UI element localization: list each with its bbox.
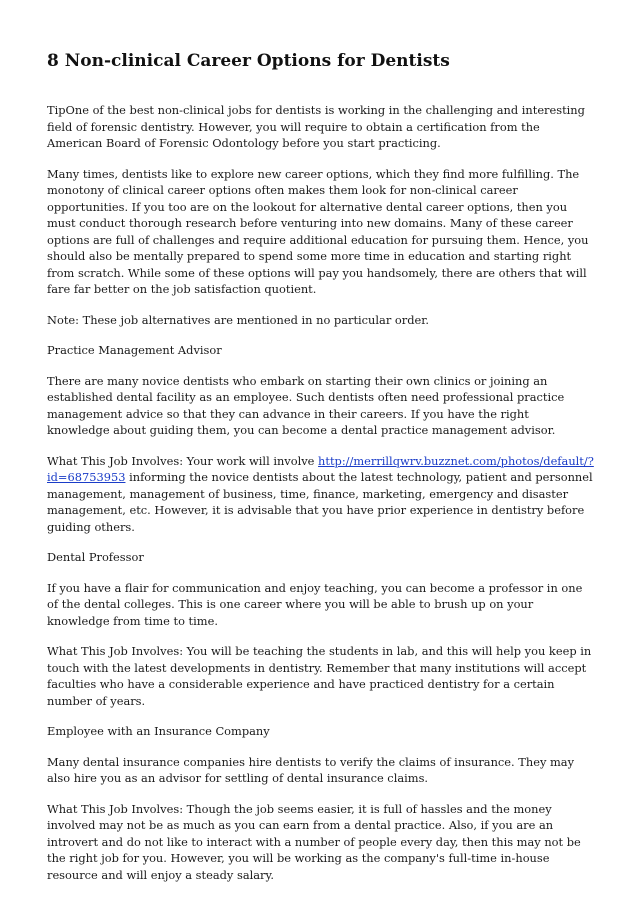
dental-professor-involves-paragraph: What This Job Involves: You will be teaching the students in lab, and this will help you keep in touch with the latest developments in dentistry. Remember that many institutions will accept faculties who have a considerable experience and have practiced dentistry for a certain number of years.: [47, 644, 592, 708]
practice-management-involves-paragraph: [47, 453, 594, 536]
document-title: 8 Non-clinical Career Options for Dentists: [47, 51, 450, 71]
heading-dental-professor: Dental Professor: [47, 550, 144, 564]
practice-management-paragraph: There are many novice dentists who embark on starting their own clinics or joining an established dental facility as an employee. Such dentists often need professional practice management advice so that they can advance in their careers. If you have the right knowledge about guiding them, you can become a dental practice management advisor.: [47, 373, 565, 437]
intro-paragraph: TipOne of the best non-clinical jobs for dentists is working in the challenging and interesting field of forensic dentistry. However, you will require to obtain a certification from the American Board of Forensic Odontology before you start practicing.: [47, 103, 585, 150]
note-paragraph: Note: These job alternatives are mentioned in no particular order.: [47, 312, 430, 327]
buzznet-link[interactable]: http://merrillqwrv.buzznet.com/photos/default/?id=68753953: [47, 453, 594, 484]
involves-prefix: What This Job Involves: Your work will involve: [47, 453, 319, 468]
overview-paragraph: Many times, dentists like to explore new career options, which they find more fulfilling. The monotony of clinical career options often makes them look for non-clinical career opportunities. If you too are on the lookout for alternative dental career options, then you must conduct thorough research before venturing into new domains. Many of these career options are full of challenges and require additional education for pursuing them. Hence, you should also be mentally prepared to spend some more time in education and starting right from scratch. While some of these options will pay you handsomely, there are others that will fare far better on the job satisfaction quotient.: [47, 166, 589, 296]
dental-professor-paragraph: If you have a flair for communication and enjoy teaching, you can become a professor in one of the dental colleges. This is one career where you will be able to brush up on your knowledge from time to time.: [47, 580, 583, 628]
insurance-company-paragraph: Many dental insurance companies hire dentists to verify the claims of insurance. They may also hire you as an advisor for settling of dental insurance claims.: [47, 754, 575, 785]
insurance-company-involves-paragraph: What This Job Involves: Though the job seems easier, it is full of hassles and the money involved may not be as much as you can earn from a dental practice. Also, if you are an introvert and do not like to interact with a number of people every day, then this may not be the right job for you. However, you will be working as the company's full-time in-house resource and will enjoy a steady salary.: [47, 801, 581, 882]
heading-insurance-company: Employee with an Insurance Company: [47, 724, 270, 738]
involves-suffix: informing the novice dentists about the latest technology, patient and personnel management, management of business, time, finance, marketing, emergency and disaster management, etc. However, it is advisable that you have prior experience in dentistry before guiding others.: [47, 470, 593, 534]
heading-practice-management-advisor: Practice Management Advisor: [47, 343, 222, 357]
